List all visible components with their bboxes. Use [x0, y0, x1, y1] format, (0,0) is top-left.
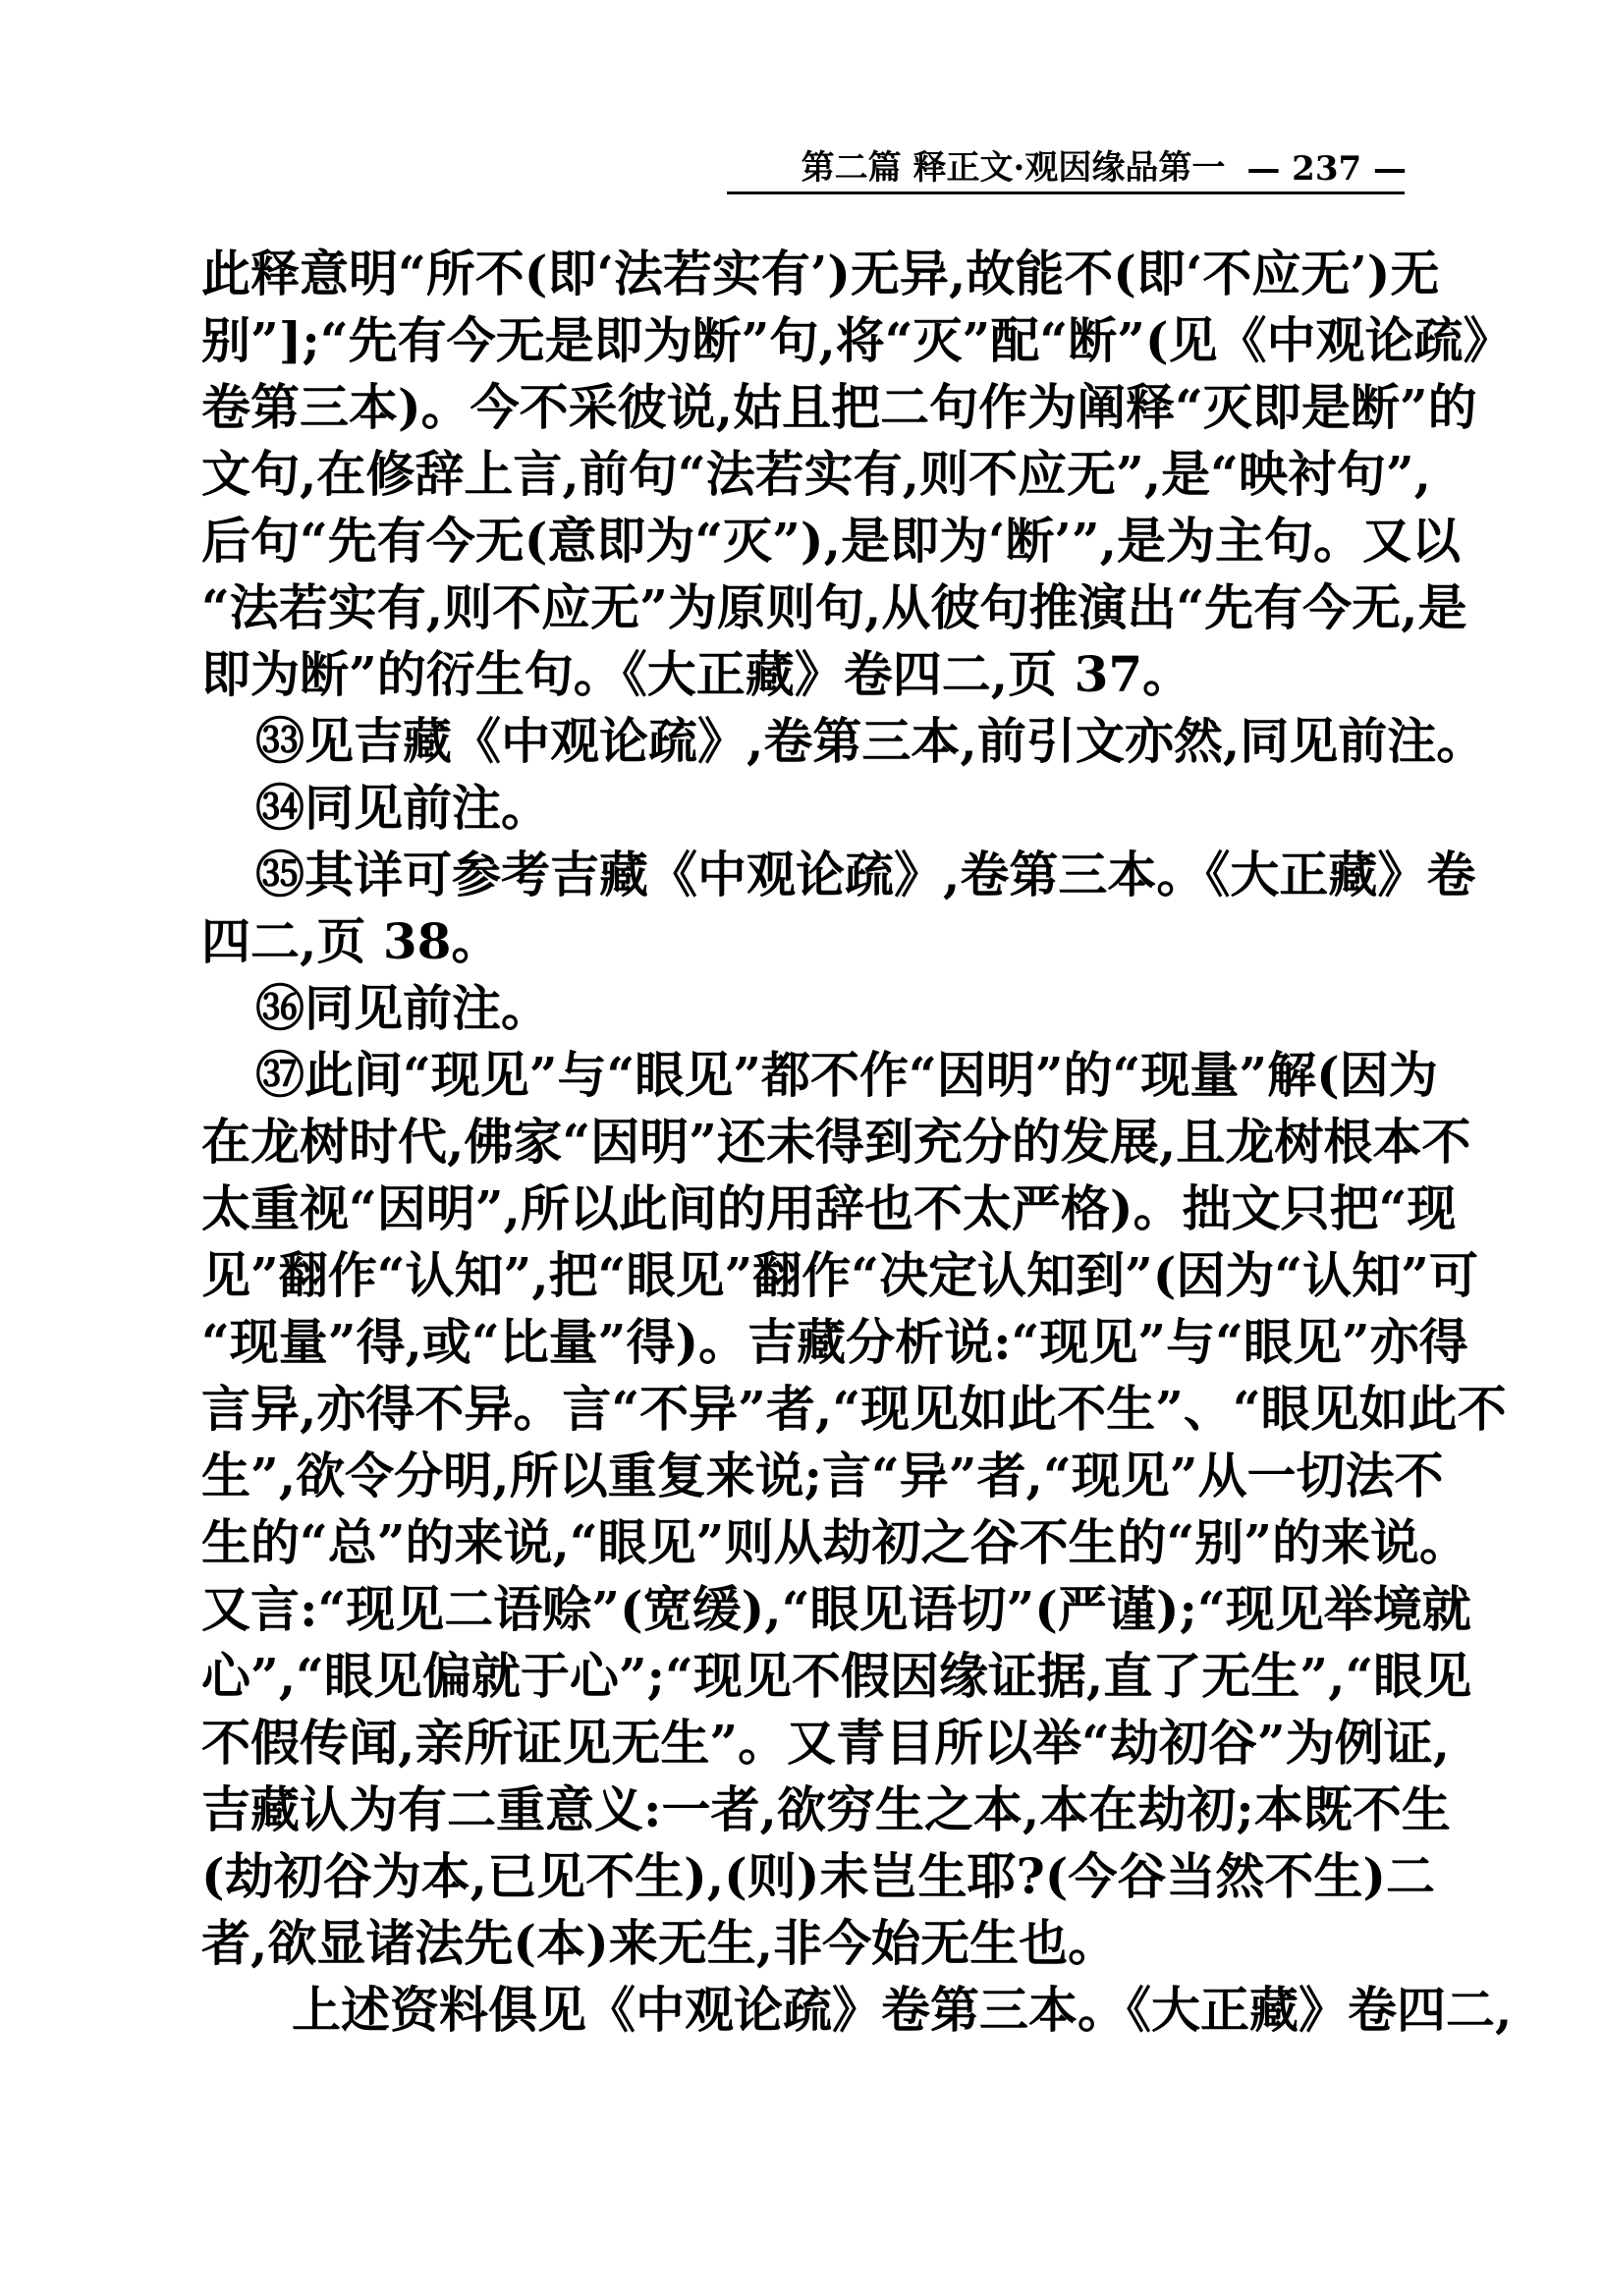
text-line: 太重视“因明”,所以此间的用辞也不太严格)。拙文只把“现: [201, 1179, 1457, 1237]
text-line: 不假传闻,亲所证见无生”。又青目所以举“劫初谷”为例证,: [201, 1714, 1451, 1772]
text-line: 文句,在修辞上言,前句“法若实有,则不应无”,是“映衬句”,: [201, 445, 1432, 503]
text-line: 又言:“现见二语赊”(宽缓),“眼见语切”(严谨);“现见举境就: [201, 1580, 1471, 1638]
paragraph: [201, 842, 1476, 975]
text-line: “现量”得,或“比量”得)。吉藏分析说:“现见”与“眼见”亦得: [201, 1313, 1468, 1371]
text-line: 即为断”的衍生句。《大正藏》卷四二,页 37。: [201, 645, 1192, 703]
text-line: 生的“总”的来说,“眼见”则从劫初之谷不生的“别”的来说。: [201, 1513, 1468, 1571]
page-body: [201, 241, 1513, 2044]
text-line: 言异,亦得不异。言“不异”者,“现见如此不生”、“眼见如此不: [201, 1380, 1507, 1438]
text-line: 在龙树时代,佛家“因明”还未得到充分的发展,且龙树根本不: [201, 1113, 1471, 1171]
text-line: “法若实有,则不应无”为原则句,从彼句推演出“先有今无,是: [201, 578, 1467, 636]
paragraph: [201, 1977, 1513, 2044]
page-number: — 237 —: [1246, 149, 1407, 189]
text-line: 卷第三本)。今不采彼说,姑且把二句作为阐释“灭即是断”的: [201, 378, 1477, 436]
text-line: 此释意明“所不(即‘法若实有’)无异,故能不(即‘不应无’)无: [201, 245, 1440, 302]
paragraph: [201, 241, 1513, 708]
text-line: 见”翻作“认知”,把“眼见”翻作“决定认知到”(因为“认知”可: [201, 1246, 1478, 1304]
text-line: ㊱同见前注。: [255, 979, 550, 1037]
text-line: ㉟其详可参考吉藏《中观论疏》,卷第三本。《大正藏》卷: [255, 846, 1476, 903]
text-line: 者,欲显诸法先(本)来无生,非今始无生也。: [201, 1914, 1118, 1972]
paragraph: [201, 775, 1405, 842]
text-line: 上述资料俱见《中观论疏》卷第三本。《大正藏》卷四二,: [292, 1981, 1513, 2039]
paragraph: [201, 708, 1486, 775]
text-line: 别”];“先有今无是即为断”句,将“灭”配“断”(见《中观论疏》: [201, 311, 1513, 369]
paragraph: [201, 1042, 1507, 1977]
text-line: 吉藏认为有二重意义:一者,欲穷生之本,本在劫初;本既不生: [201, 1780, 1451, 1838]
text-line: ㉝见吉藏《中观论疏》,卷第三本,前引文亦然,同见前注。: [255, 712, 1486, 770]
text-line: (劫初谷为本,已见不生),(则)未岂生耶?(今谷当然不生)二: [201, 1847, 1436, 1905]
text-line: ㉞同见前注。: [255, 779, 550, 837]
paragraph: [201, 975, 1405, 1042]
header-rule: [727, 191, 1405, 194]
chapter-title: 第二篇 释正文·观因缘品第一: [801, 148, 1226, 188]
text-line: 心”,“眼见偏就于心”;“现见不假因缘证据,直了无生”,“眼见: [201, 1647, 1472, 1705]
text-line: 生”,欲令分明,所以重复来说;言“异”者,“现见”从一切法不: [201, 1447, 1444, 1504]
running-header: [717, 143, 1407, 189]
text-line: 后句“先有今无(意即为“灭”),是即为‘断’”,是为主句。又以: [201, 512, 1461, 570]
text-line: 四二,页 38。: [201, 912, 501, 970]
text-line: ㊲此间“现见”与“眼见”都不作“因明”的“现量”解(因为: [255, 1046, 1438, 1104]
